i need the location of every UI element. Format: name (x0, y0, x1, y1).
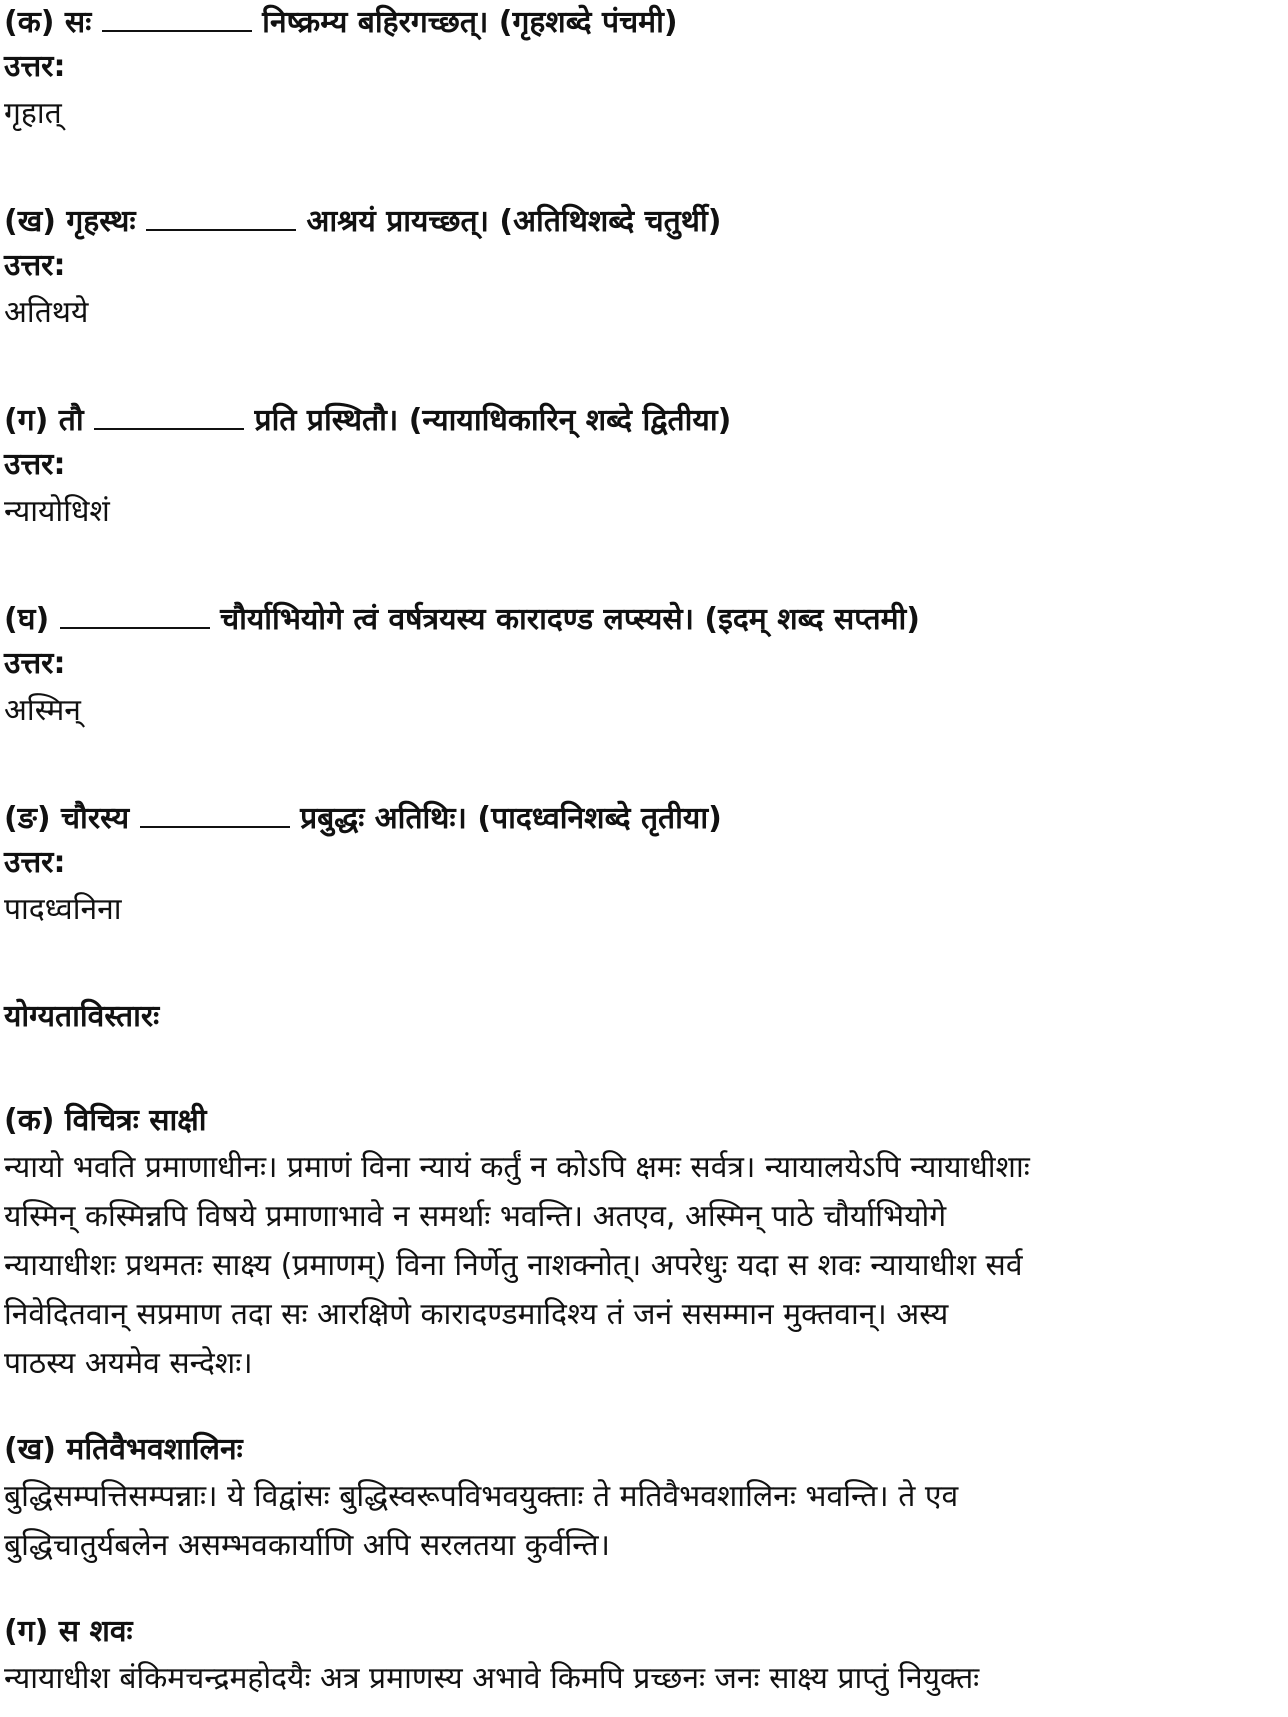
answer-text: अस्मिन् (4, 693, 81, 728)
paragraph-line: बुद्धिसम्पत्तिसम्पन्नाः। ये विद्वांसः बुद्धिस्वरूपविभवयुक्ताः ते मतिवैभवशालिनः भवन्ति। ते एव (4, 1479, 959, 1514)
question-text-before: सः (64, 5, 92, 40)
question-nga (4, 796, 1288, 841)
subsection-paragraph (4, 1654, 1288, 1703)
fill-blank (140, 796, 290, 828)
paragraph-line: न्यायाधीश बंकिमचन्द्रमहोदयैः अत्र प्रमाणस्य अभावे किमपि प्रच्छनः जनः साक्ष्य प्राप्तुं नियुक्तः (4, 1661, 980, 1696)
answer-label: उत्तर: (4, 248, 66, 283)
paragraph-line: निवेदितवान् सप्रमाण तदा सः आरक्षिणे कारादण्डमादिश्य तं जनं ससम्मान मुक्तवान्। अस्य (4, 1297, 949, 1332)
subsection-heading: (ख) मतिवैभवशालिनः (4, 1432, 243, 1467)
paragraph-line: यस्मिन् कस्मिन्नपि विषये प्रमाणाभावे न समर्थाः भवन्ति। अतएव, अस्मिन् पाठे चौर्याभियोगे (4, 1199, 947, 1234)
answer-text: अतिथये (4, 295, 89, 330)
subsection-paragraph (4, 1472, 1288, 1570)
question-text-before: गृहस्थः (66, 204, 136, 239)
fill-blank (94, 398, 244, 430)
paragraph-line: बुद्धिचातुर्यबलेन असम्भवकार्याणि अपि सरलतया कुर्वन्ति। (4, 1528, 610, 1563)
question-marker: (ङ) (4, 801, 51, 836)
question-text-before: तौ (58, 403, 84, 438)
question-text-after: प्रबुद्धः अतिथिः। (पादध्वनिशब्दे तृतीया) (300, 801, 722, 836)
answer-text: गृहात् (4, 96, 62, 131)
answer-label: उत्तर: (4, 845, 66, 880)
question-ka (4, 0, 1288, 45)
question-marker: (क) (4, 5, 55, 40)
question-text-before: चौरस्य (61, 801, 130, 836)
answer-text: न्यायोधिशं (4, 494, 110, 529)
fill-blank (102, 0, 252, 32)
question-kha (4, 199, 1288, 244)
question-text-after: चौर्याभियोगे त्वं वर्षत्रयस्य कारादण्ड लप्स्यसे। (इदम् शब्द सप्तमी) (220, 602, 920, 637)
question-ga (4, 398, 1288, 443)
paragraph-line: न्यायो भवति प्रमाणाधीनः। प्रमाणं विना न्यायं कर्तुं न कोऽपि क्षमः सर्वत्र। न्यायालयेऽपि न्यायाधीशाः (4, 1150, 1030, 1185)
fill-blank (60, 597, 210, 629)
fill-blank (146, 199, 296, 231)
section-title: योग्यताविस्तारः (4, 999, 160, 1034)
question-marker: (ख) (4, 204, 56, 239)
question-text-after: आश्रयं प्रायच्छत्। (अतिथिशब्दे चतुर्थी) (306, 204, 722, 239)
answer-label: उत्तर: (4, 49, 66, 84)
paragraph-line: पाठस्य अयमेव सन्देशः। (4, 1346, 253, 1381)
answer-text: पादध्वनिना (4, 892, 122, 927)
question-gha (4, 597, 1288, 642)
subsection-heading: (क) विचित्रः साक्षी (4, 1103, 207, 1138)
question-marker: (ग) (4, 403, 49, 438)
question-marker: (घ) (4, 602, 50, 637)
question-text-after: निष्क्रम्य बहिरगच्छत्। (गृहशब्दे पंचमी) (262, 5, 678, 40)
paragraph-line: न्यायाधीशः प्रथमतः साक्ष्य (प्रमाणम्) विना निर्णेतु नाशक्नोत्। अपरेधुः यदा स शवः न्यायाधीश सर्व (4, 1248, 1023, 1283)
subsection-paragraph (4, 1143, 1288, 1388)
question-text-after: प्रति प्रस्थितौ। (न्यायाधिकारिन् शब्दे द्वितीया) (254, 403, 732, 438)
answer-label: उत्तर: (4, 646, 66, 681)
answer-label: उत्तर: (4, 447, 66, 482)
subsection-heading: (ग) स शवः (4, 1614, 133, 1649)
